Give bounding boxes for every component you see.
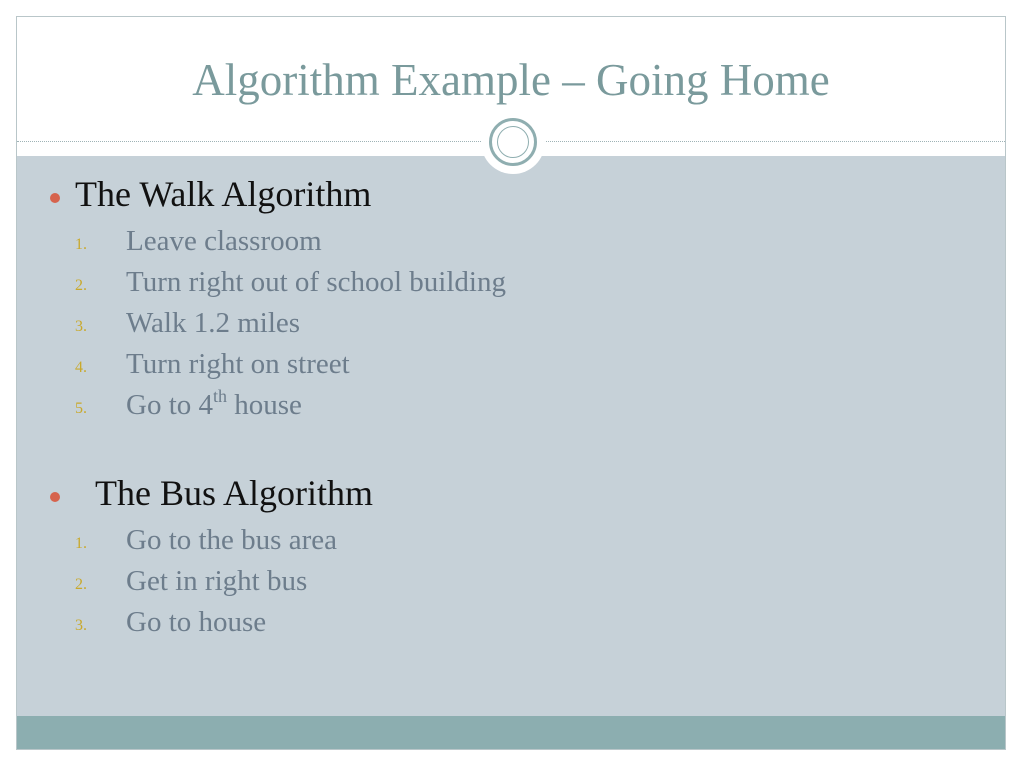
item-number: 1.: [75, 535, 87, 552]
list-item: [17, 523, 1005, 564]
item-text-before: Go to 4: [126, 389, 213, 421]
list-item: [17, 388, 1005, 429]
item-number: 1.: [75, 236, 87, 253]
section-title-bus: The Bus Algorithm: [95, 473, 373, 513]
list-item: [17, 347, 1005, 388]
item-text: Go to house: [126, 606, 267, 638]
ornament-ring: [489, 118, 537, 166]
item-text: Leave classroom: [126, 225, 322, 257]
bullet-icon: [50, 492, 60, 502]
section-title-walk: The Walk Algorithm: [75, 174, 372, 214]
slide-title: Algorithm Example – Going Home: [192, 55, 830, 105]
slide: [16, 16, 1006, 750]
item-text: Walk 1.2 miles: [126, 307, 301, 339]
list-item: [17, 564, 1005, 605]
circle-ornament-icon: [481, 110, 545, 174]
item-text-after: house: [227, 389, 302, 421]
item-number: 2.: [75, 277, 87, 294]
item-text: Turn right out of school building: [126, 266, 506, 298]
item-number: 3.: [75, 617, 87, 634]
bullet-icon: [50, 193, 60, 203]
item-number: 2.: [75, 576, 87, 593]
ornament-inner-ring: [497, 126, 529, 158]
item-superscript: th: [213, 386, 228, 406]
item-text: Get in right bus: [126, 565, 308, 597]
item-text: [126, 388, 302, 422]
item-text: Turn right on street: [126, 348, 350, 380]
list-item: [17, 306, 1005, 347]
content-area: [17, 156, 1005, 716]
list-item: [17, 265, 1005, 306]
item-text: Go to the bus area: [126, 524, 337, 556]
list-item: [17, 224, 1005, 265]
item-number: 5.: [75, 400, 87, 417]
item-number: 4.: [75, 359, 87, 376]
item-number: 3.: [75, 318, 87, 335]
footer-band: [17, 716, 1005, 750]
list-item: [17, 605, 1005, 646]
